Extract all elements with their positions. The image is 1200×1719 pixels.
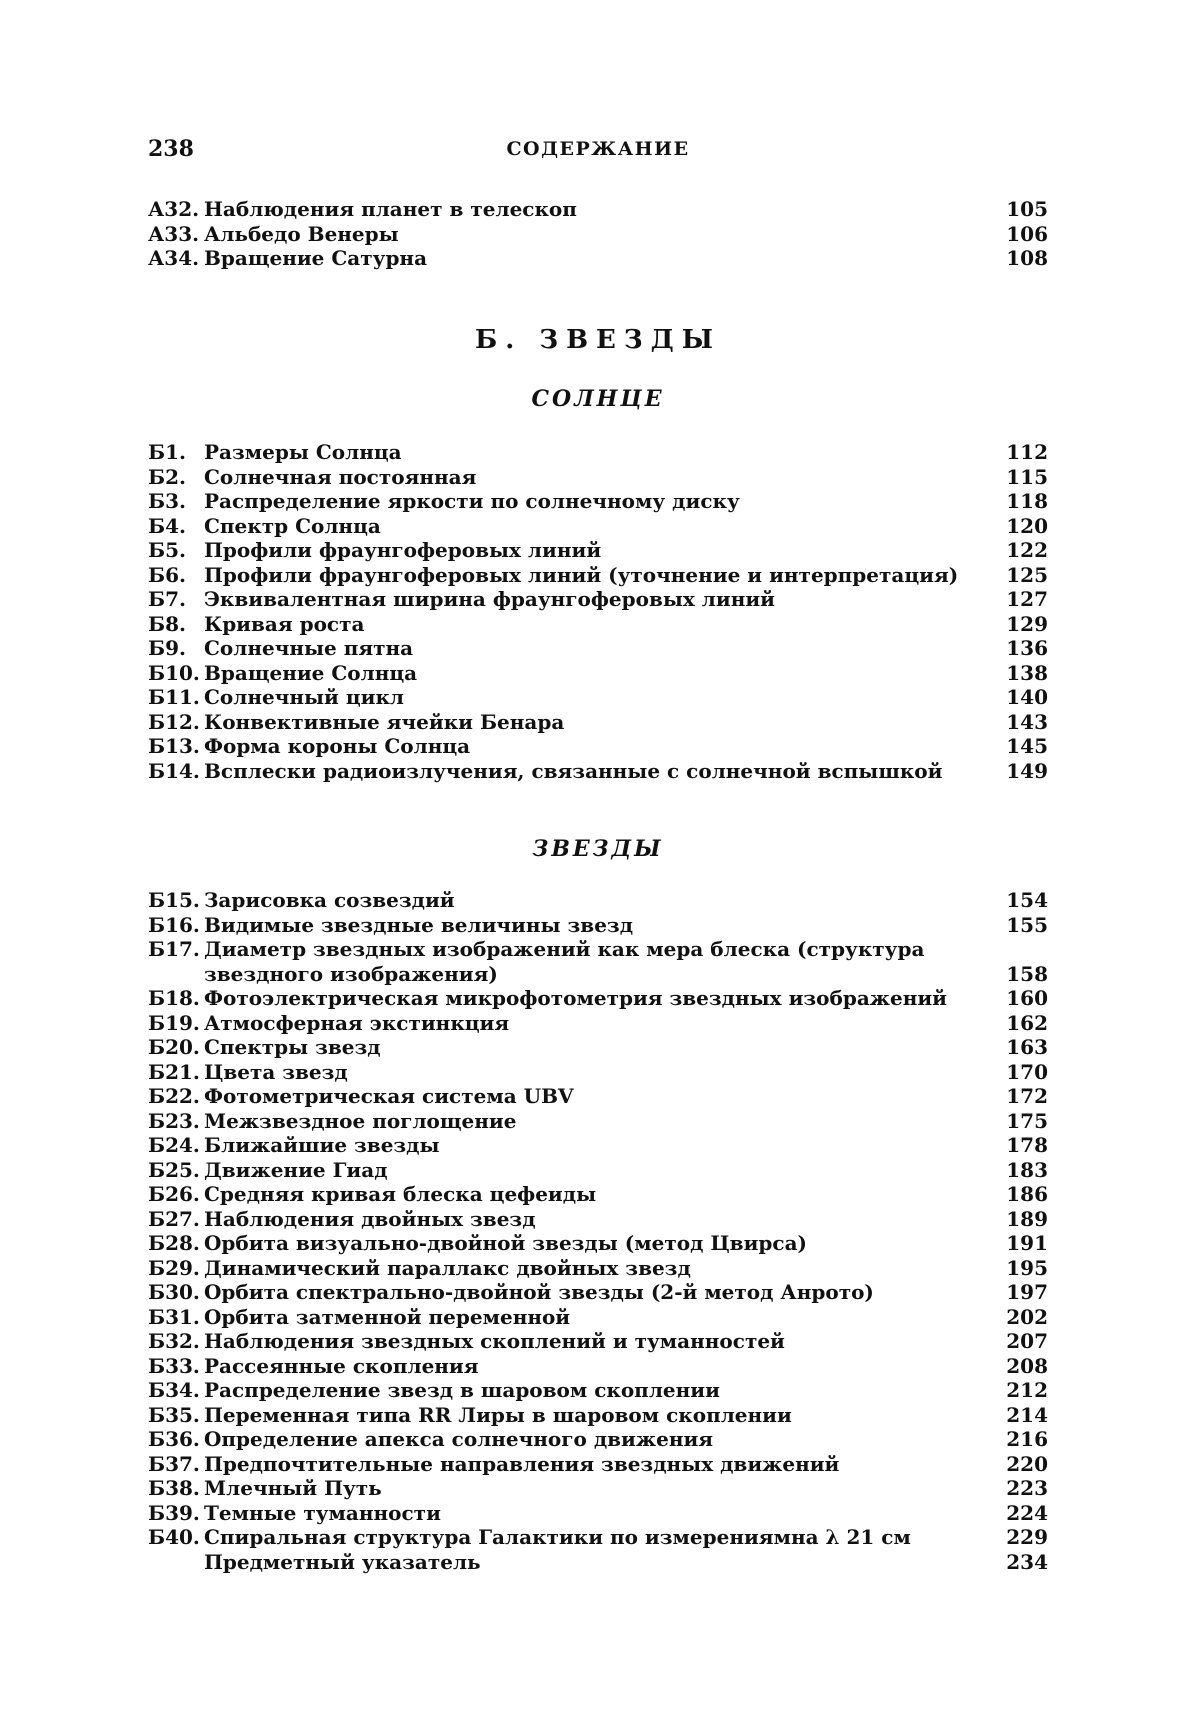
toc-entry-title: Фотоэлектрическая микрофотометрия звездных изображений: [204, 986, 948, 1010]
toc-entry-title: Средняя кривая блеска цефеиды: [204, 1182, 597, 1206]
toc-entry-page: 224: [1006, 1500, 1048, 1525]
toc-entry-number: Б11.: [148, 685, 200, 709]
toc-entry: [148, 1231, 1048, 1256]
toc-entry: [148, 1403, 1048, 1428]
toc-entry-page: 162: [1006, 1010, 1048, 1035]
toc-entry-number: Б31.: [148, 1304, 200, 1329]
toc-entry-number: А32.: [148, 197, 200, 221]
toc-entry-page: 115: [1006, 464, 1048, 489]
toc-entry: [148, 1256, 1048, 1281]
toc-entry-number: Б8.: [148, 611, 186, 636]
toc-entry-number: Б9.: [148, 636, 186, 660]
toc-entry: [148, 1060, 1048, 1085]
toc-entry-page: 149: [1006, 758, 1048, 783]
toc-entry-number: Б16.: [148, 912, 200, 937]
toc-entry-page: 216: [1006, 1427, 1048, 1451]
toc-entry: [148, 489, 1048, 514]
toc-entry: [148, 563, 1048, 588]
toc-entry-page: 172: [1006, 1084, 1048, 1108]
toc-section-stars: [148, 888, 1048, 1574]
toc-entry-title: Вращение Сатурна: [204, 246, 428, 270]
toc-entry-page: 234: [1006, 1549, 1048, 1574]
part-heading-stars: Б. ЗВЕЗДЫ: [475, 325, 721, 355]
toc-entry-page: 229: [1006, 1525, 1048, 1549]
toc-entry-title: Альбедо Венеры: [204, 221, 399, 246]
toc-entry: [148, 685, 1048, 710]
toc-entry-title: Солнечный цикл: [204, 685, 404, 709]
toc-entry-number: Б26.: [148, 1182, 200, 1206]
toc-entry-title: Профили фраунгоферовых линий: [204, 538, 602, 562]
toc-entry-title: Вращение Солнца: [204, 660, 418, 685]
toc-entry: [148, 465, 1048, 490]
toc-entry-number: А33.: [148, 221, 200, 246]
toc-entry-number: Б10.: [148, 660, 200, 685]
toc-entry-number: Б29.: [148, 1255, 200, 1280]
toc-entry-number: Б34.: [148, 1378, 200, 1402]
toc-entry-number: Б37.: [148, 1451, 200, 1476]
toc-entry-title: Орбита визуально-двойной звезды (метод Цвирса): [204, 1231, 807, 1255]
section-heading-stars: ЗВЕЗДЫ: [532, 836, 664, 862]
toc-entry: [148, 1133, 1048, 1158]
toc-entry: [148, 1035, 1048, 1060]
toc-entry: [148, 440, 1048, 465]
toc-entry: [148, 246, 1048, 271]
toc-entry-number: Б20.: [148, 1035, 200, 1059]
toc-entry-number: Б35.: [148, 1402, 200, 1427]
toc-entry-title: Межзвездное поглощение: [204, 1108, 517, 1133]
toc-entry-title: Рассеянные скопления: [204, 1353, 479, 1378]
toc-entry: [148, 538, 1048, 563]
toc-entry-number: Б36.: [148, 1427, 200, 1451]
toc-entry-number: Б1.: [148, 440, 186, 464]
toc-entry-number: Б7.: [148, 587, 186, 611]
toc-entry-number: Б23.: [148, 1108, 200, 1133]
toc-entry-number: Б12.: [148, 709, 200, 734]
toc-entry-number: Б24.: [148, 1133, 200, 1157]
toc-entry: [148, 1280, 1048, 1305]
toc-entry-number: Б22.: [148, 1084, 200, 1108]
toc-entry-title: Видимые звездные величины звезд: [204, 912, 634, 937]
toc-entry-title: Динамический параллакс двойных звезд: [204, 1255, 691, 1280]
toc-entry-title: Эквивалентная ширина фраунгоферовых линий: [204, 587, 776, 611]
toc-entry: [148, 913, 1048, 938]
toc-entry-number: Б38.: [148, 1476, 200, 1500]
toc-entry-page: 207: [1006, 1329, 1048, 1353]
toc-entry-title: Распределение яркости по солнечному диску: [204, 489, 740, 513]
toc-entry-title: Цвета звезд: [204, 1059, 348, 1084]
toc-entry-number: Б32.: [148, 1329, 200, 1353]
toc-entry-title: Форма короны Солнца: [204, 734, 471, 758]
running-head: [148, 136, 1048, 166]
toc-entry-title: Солнечная постоянная: [204, 464, 477, 489]
toc-entry-number: Б18.: [148, 986, 200, 1010]
toc-entry: [148, 734, 1048, 759]
toc-entry-page: 212: [1006, 1378, 1048, 1402]
toc-entry-title: Солнечные пятна: [204, 636, 414, 660]
running-title: СОДЕРЖАНИЕ: [506, 138, 690, 160]
toc-entry-number: Б33.: [148, 1353, 200, 1378]
toc-entry-title: Темные туманности: [204, 1500, 441, 1525]
toc-entry-page: 155: [1006, 912, 1048, 937]
toc-entry-number: Б14.: [148, 758, 200, 783]
toc-entry-page: 122: [1006, 538, 1048, 562]
toc-entry: [148, 1378, 1048, 1403]
toc-entry-title: Конвективные ячейки Бенара: [204, 709, 565, 734]
toc-entry-page: 178: [1006, 1133, 1048, 1157]
toc-entry-title: Движение Гиад: [204, 1157, 388, 1182]
toc-entry-page: 112: [1006, 440, 1048, 464]
toc-entry-page: 163: [1006, 1035, 1048, 1059]
toc-entry-page: 118: [1006, 489, 1048, 513]
toc-entry-title: Млечный Путь: [204, 1476, 382, 1500]
page-number: 238: [148, 136, 194, 162]
toc-entry: [148, 1329, 1048, 1354]
toc-entry-page: 189: [1006, 1206, 1048, 1231]
toc-entry: [148, 636, 1048, 661]
section-heading-sun: СОЛНЦЕ: [531, 386, 665, 412]
toc-entry: [148, 1476, 1048, 1501]
toc-entry-title: Спектр Солнца: [204, 513, 381, 538]
toc-entry-title: Кривая роста: [204, 611, 365, 636]
toc-entry: [148, 587, 1048, 612]
toc-entry-title: Профили фраунгоферовых линий (уточнение и интерпретация): [204, 562, 959, 587]
toc-entry-title: Наблюдения двойных звезд: [204, 1206, 536, 1231]
toc-entry-page: 170: [1006, 1059, 1048, 1084]
toc-entry-title: Наблюдения звездных скоплений и туманностей: [204, 1329, 785, 1353]
toc-entry-page: 186: [1006, 1182, 1048, 1206]
toc-entry-number: Б15.: [148, 888, 200, 912]
toc-entry: [148, 1011, 1048, 1036]
toc-entry-number: Б39.: [148, 1500, 200, 1525]
toc-entry-page: 106: [1006, 221, 1048, 246]
toc-entry-page: 195: [1006, 1255, 1048, 1280]
toc-entry-page: 108: [1006, 246, 1048, 270]
toc-section-sun: [148, 440, 1048, 783]
toc-entry-number: Б30.: [148, 1280, 200, 1304]
toc-entry-title: Атмосферная экстинкция: [204, 1010, 510, 1035]
toc-entry-page: 154: [1006, 888, 1048, 912]
toc-entry-page: 105: [1006, 197, 1048, 221]
toc-entry-number: Б4.: [148, 513, 186, 538]
toc-entry: [148, 1354, 1048, 1379]
toc-entry-title: Диаметр звездных изображений как мера блеска (структура звездного изображения): [204, 937, 925, 986]
toc-entry-title: Определение апекса солнечного движения: [204, 1427, 714, 1451]
toc-entry-title: Переменная типа RR Лиры в шаровом скоплении: [204, 1402, 792, 1427]
toc-entry-number: Б3.: [148, 489, 186, 513]
toc-entry-page: 125: [1006, 562, 1048, 587]
toc-entry-number: Б6.: [148, 562, 186, 587]
toc-entry-number: Б17.: [148, 937, 200, 961]
toc-entry-number: Б28.: [148, 1231, 200, 1255]
toc-entry: [148, 1109, 1048, 1134]
toc-entry-page: 220: [1006, 1451, 1048, 1476]
toc-entry-title: Фотометрическая система UBV: [204, 1084, 574, 1108]
toc-entry: [148, 937, 1048, 986]
toc-entry: [148, 197, 1048, 222]
toc-entry: [148, 222, 1048, 247]
toc-entry: [148, 1084, 1048, 1109]
toc-entry-page: 120: [1006, 513, 1048, 538]
toc-entry-page: 136: [1006, 636, 1048, 660]
toc-entry-number: Б27.: [148, 1206, 200, 1231]
toc-entry: [148, 661, 1048, 686]
toc-entry-number: Б5.: [148, 538, 186, 562]
toc-entry-number: А34.: [148, 246, 200, 270]
toc-entry: [148, 1158, 1048, 1183]
toc-entry-page: 160: [1006, 986, 1048, 1010]
toc-entry: [148, 1427, 1048, 1452]
toc-entry-page: 158: [1006, 961, 1048, 986]
toc-entry: [148, 612, 1048, 637]
toc-entry: [148, 759, 1048, 784]
toc-entry: [148, 710, 1048, 735]
toc-entry-title: Спиральная структура Галактики по измерениямна λ 21 см: [204, 1525, 911, 1549]
toc-entry-page: 175: [1006, 1108, 1048, 1133]
toc-entry-page: 140: [1006, 685, 1048, 709]
toc-entry-number: Б21.: [148, 1059, 200, 1084]
toc-entry-title: Орбита затменной переменной: [204, 1304, 571, 1329]
toc-entry: [148, 1305, 1048, 1330]
toc-entry: [148, 1501, 1048, 1526]
toc-entry-page: 127: [1006, 587, 1048, 611]
toc-entry-number: Б19.: [148, 1010, 200, 1035]
toc-entry: [148, 1182, 1048, 1207]
toc-entry: [148, 1550, 1048, 1575]
toc-entry-page: 208: [1006, 1353, 1048, 1378]
toc-entry-number: Б25.: [148, 1157, 200, 1182]
toc-entry: [148, 1452, 1048, 1477]
toc-entry-title: Зарисовка созвездий: [204, 888, 455, 912]
toc-entry-title: Распределение звезд в шаровом скоплении: [204, 1378, 720, 1402]
toc-entry-title: Всплески радиоизлучения, связанные с солнечной вспышкой: [204, 758, 943, 783]
toc-section-a-tail: [148, 197, 1048, 271]
toc-entry-number: Б13.: [148, 734, 200, 758]
toc-entry: [148, 986, 1048, 1011]
toc-entry-page: 223: [1006, 1476, 1048, 1500]
toc-entry-page: 183: [1006, 1157, 1048, 1182]
toc-entry: [148, 514, 1048, 539]
toc-entry-number: Б2.: [148, 464, 186, 489]
toc-entry: [148, 888, 1048, 913]
toc-entry-page: 138: [1006, 660, 1048, 685]
toc-entry-title: Орбита спектрально-двойной звезды (2-й метод Анрото): [204, 1280, 874, 1304]
toc-entry-title: Предметный указатель: [204, 1549, 481, 1574]
toc-entry-title: Размеры Солнца: [204, 440, 402, 464]
toc-entry-page: 202: [1006, 1304, 1048, 1329]
toc-entry-page: 214: [1006, 1402, 1048, 1427]
toc-entry-title: Спектры звезд: [204, 1035, 381, 1059]
toc-entry-page: 197: [1006, 1280, 1048, 1304]
toc-entry-number: Б40.: [148, 1525, 200, 1549]
toc-entry: [148, 1207, 1048, 1232]
toc-entry-page: 143: [1006, 709, 1048, 734]
toc-entry-page: 129: [1006, 611, 1048, 636]
toc-entry-page: 191: [1006, 1231, 1048, 1255]
toc-entry-title: Предпочтительные направления звездных движений: [204, 1451, 840, 1476]
toc-entry-title: Наблюдения планет в телескоп: [204, 197, 577, 221]
toc-entry-title: Ближайшие звезды: [204, 1133, 440, 1157]
toc-entry: [148, 1525, 1048, 1550]
toc-entry-page: 145: [1006, 734, 1048, 758]
